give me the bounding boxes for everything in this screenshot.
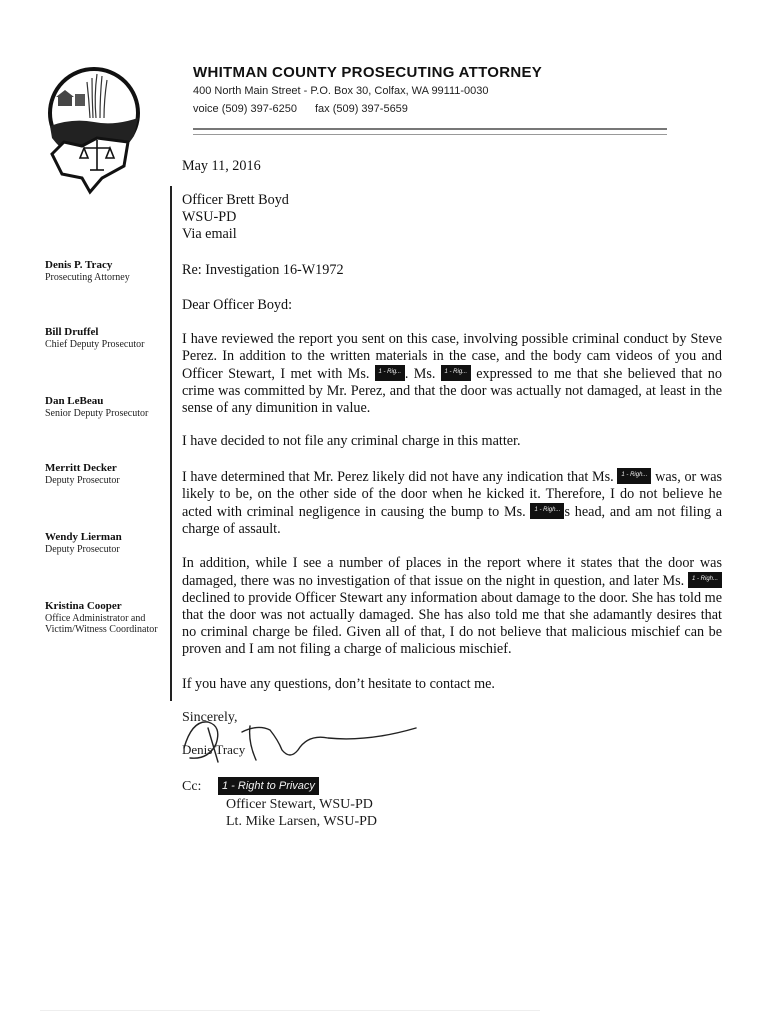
handwritten-signature xyxy=(178,708,428,768)
paragraph-4 xyxy=(182,555,722,658)
staff-entry xyxy=(45,395,170,419)
paragraph-5: If you have any questions, don’t hesitate to contact me. xyxy=(182,676,495,692)
staff-title: Office Administrator and Victim/Witness Coordinator xyxy=(45,613,158,635)
redaction-box: 1 - Right to Privacy xyxy=(218,777,319,795)
staff-entry xyxy=(45,462,170,486)
staff-name: Bill Druffel xyxy=(45,326,99,338)
voice-number: voice (509) 397-6250 xyxy=(193,103,297,115)
paragraph-text: declined to provide Officer Stewart any information about damage to the door. She has told me that the door was not actually damaged. She has also told me that she adamantly desires that no criminal charge be filed. Given all of that, I do not believe that malicious mischief can be proven and I am not filing a charge of malicious mischief. xyxy=(182,590,722,657)
cc-recipient: Lt. Mike Larsen, WSU-PD xyxy=(226,814,377,829)
redaction-box: 1 - Rig... xyxy=(375,365,405,381)
margin-rule xyxy=(170,186,172,701)
closing: Sincerely, xyxy=(182,710,238,725)
paragraph-text: I have determined that Mr. Perez likely did not have any indication that Ms. xyxy=(182,469,614,485)
letterhead xyxy=(193,64,673,117)
staff-title: Deputy Prosecutor xyxy=(45,544,120,555)
staff-name: Dan LeBeau xyxy=(45,395,104,407)
redaction-box: 1 - Righ... xyxy=(617,468,651,484)
recipient-line: Officer Brett Boyd xyxy=(182,192,289,208)
paragraph-text: . Ms. xyxy=(404,366,436,382)
office-address: 400 North Main Street - P.O. Box 30, Colfax, WA 99111-0030 xyxy=(193,85,489,97)
office-name: WHITMAN COUNTY PROSECUTING ATTORNEY xyxy=(193,64,543,81)
page-edge-line xyxy=(40,1010,540,1011)
staff-title: Prosecuting Attorney xyxy=(45,272,130,283)
letter-date: May 11, 2016 xyxy=(182,158,261,174)
office-phones xyxy=(193,102,673,117)
paragraph-1 xyxy=(182,331,722,417)
staff-entry xyxy=(45,326,170,350)
subject-line: Re: Investigation 16-W1972 xyxy=(182,262,344,278)
paragraph-3 xyxy=(182,468,722,538)
county-seal-icon xyxy=(42,66,142,196)
staff-title: Deputy Prosecutor xyxy=(45,475,120,486)
staff-name: Denis P. Tracy xyxy=(45,259,113,271)
staff-title: Senior Deputy Prosecutor xyxy=(45,408,149,419)
redaction-box: 1 - Rig... xyxy=(441,365,471,381)
paragraph-text: was, or was likely to be, on the other side of the door when he kicked it. Therefore, I do not believe he acted with criminal negligence in causing the bump to Ms. xyxy=(182,469,723,520)
signer-name: Denis Tracy xyxy=(182,742,246,757)
recipient-line: Via email xyxy=(182,226,237,242)
fax-number: fax (509) 397-5659 xyxy=(314,103,408,115)
recipient-line: WSU-PD xyxy=(182,209,237,225)
salutation: Dear Officer Boyd: xyxy=(182,297,293,313)
redaction-box: 1 - Righ... xyxy=(530,503,564,519)
recipient-block xyxy=(182,192,722,243)
paragraph-text: In addition, while I see a number of places in the report where it states that the door was damaged, there was no investigation of that issue on the night in question, and later Ms. xyxy=(182,555,722,589)
paragraph-text: s head, and am not filing a charge of assault. xyxy=(182,504,722,537)
paragraph-2: I have decided to not file any criminal charge in this matter. xyxy=(182,433,521,449)
cc-redaction xyxy=(218,777,319,798)
staff-entry xyxy=(45,531,170,555)
paragraph-text: I have reviewed the report you sent on this case, involving possible criminal conduct by Steve Perez. In addition to the written materials in the case, and the body cam videos of you and Officer Stewart, I met with Ms. xyxy=(182,331,722,382)
staff-entry xyxy=(45,600,170,635)
staff-name: Wendy Lierman xyxy=(45,531,122,543)
staff-name: Merritt Decker xyxy=(45,462,117,474)
paragraph-text: expressed to me that she believed that no crime was committed by Mr. Perez, and that the door was actually not damaged, at least in the sense of any dimunition in value. xyxy=(182,366,722,416)
staff-entry xyxy=(45,259,170,283)
staff-title: Chief Deputy Prosecutor xyxy=(45,339,145,350)
redaction-box: 1 - Righ... xyxy=(688,572,722,588)
cc-recipient: Officer Stewart, WSU-PD xyxy=(226,797,373,812)
staff-name: Kristina Cooper xyxy=(45,600,122,612)
letterhead-rule xyxy=(193,128,667,135)
cc-label: Cc: xyxy=(182,779,202,794)
